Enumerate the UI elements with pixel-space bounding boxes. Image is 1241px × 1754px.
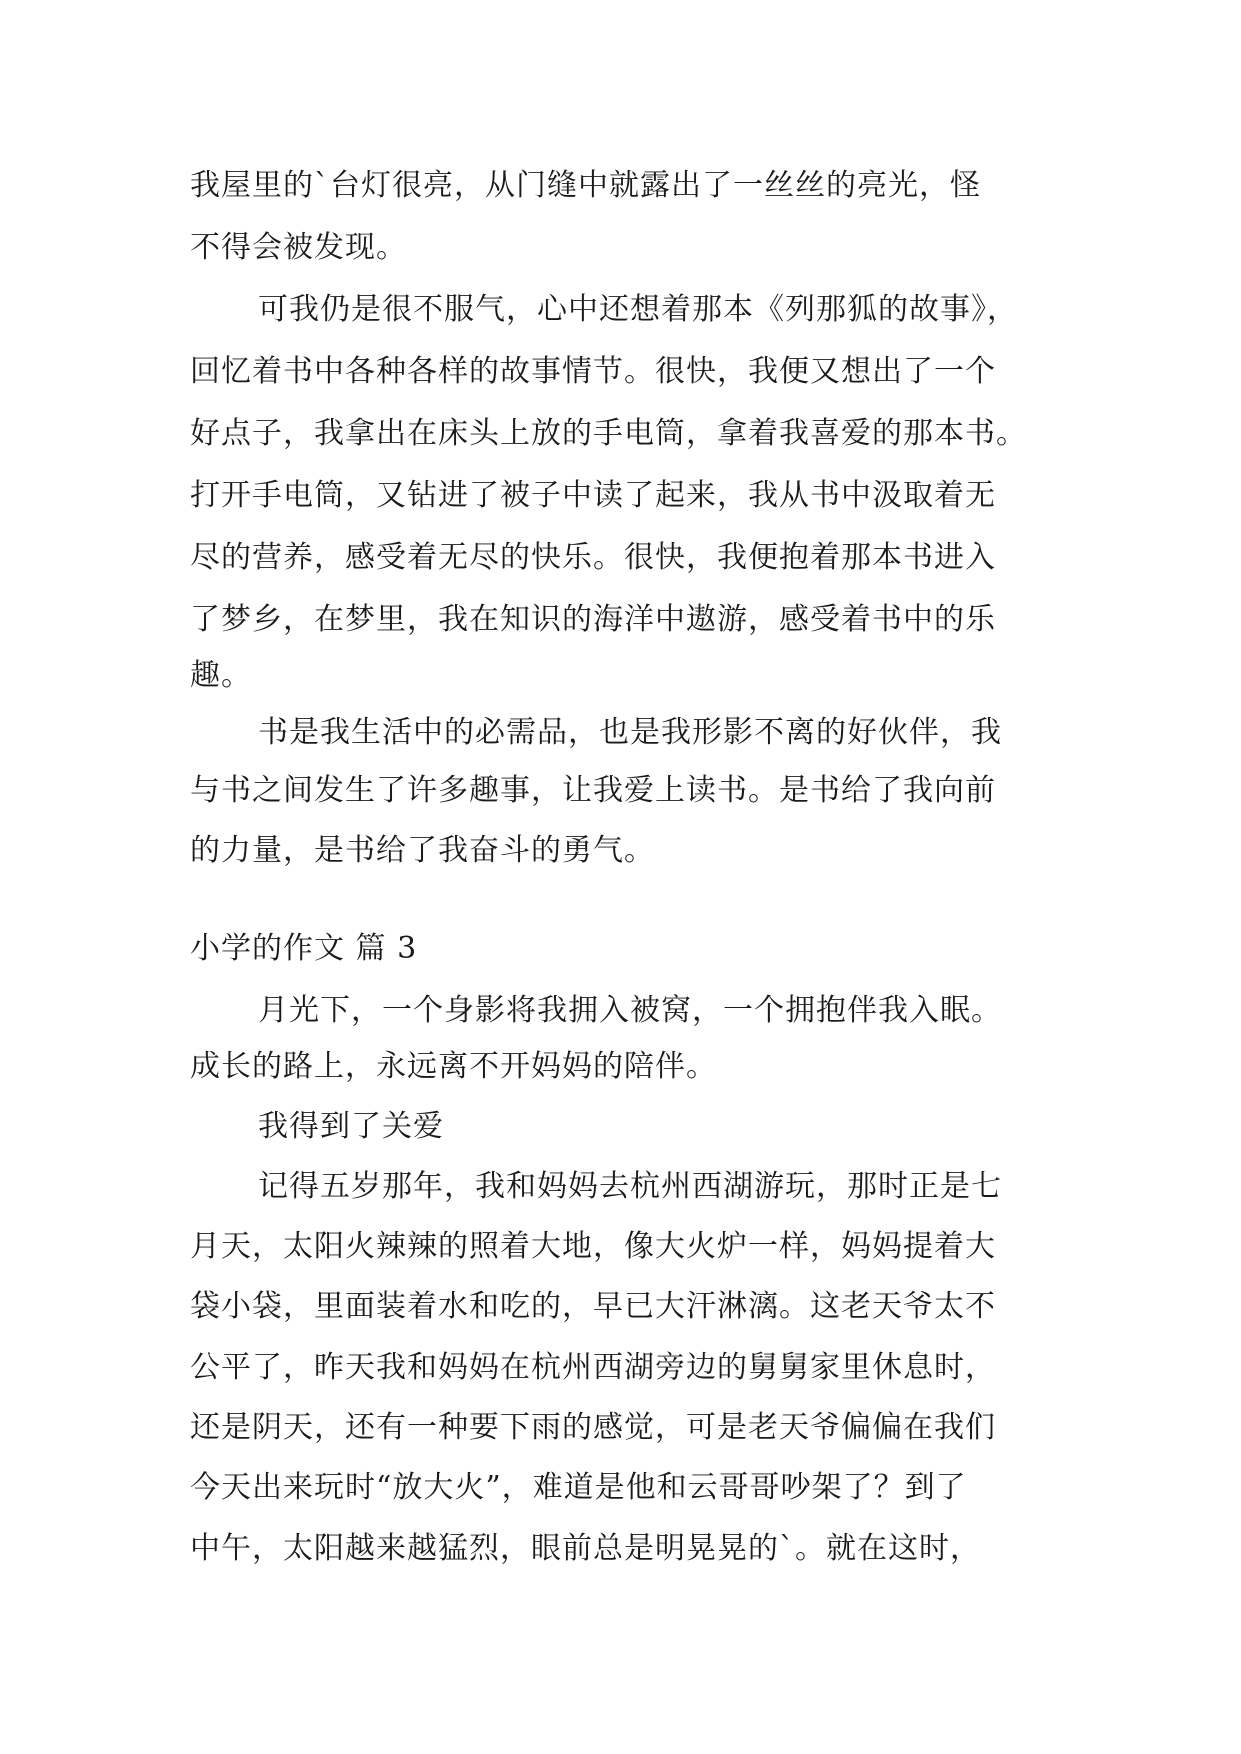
paragraph-line: 好点子，我拿出在床头上放的手电筒，拿着我喜爱的那本书。 (190, 416, 1027, 451)
paragraph-line: 书是我生活中的必需品，也是我形影不离的好伙伴，我 (258, 715, 1002, 750)
paragraph-line: 与书之间发生了许多趣事，让我爱上读书。是书给了我向前 (190, 773, 996, 808)
paragraph-line: 不得会被发现。 (190, 230, 407, 265)
paragraph-line: 我屋里的`台灯很亮，从门缝中就露出了一丝丝的亮光，怪 (190, 168, 981, 203)
paragraph-line: 尽的营养，感受着无尽的快乐。很快，我便抱着那本书进入 (190, 540, 996, 575)
paragraph-line: 趣。 (190, 658, 252, 693)
paragraph-line: 月光下，一个身影将我拥入被窝，一个拥抱伴我入眠。 (258, 993, 1002, 1028)
paragraph-line: 打开手电筒，又钻进了被子中读了起来，我从书中汲取着无 (190, 478, 996, 513)
paragraph-line: 记得五岁那年，我和妈妈去杭州西湖游玩，那时正是七 (258, 1169, 1002, 1204)
paragraph-line: 还是阴天，还有一种要下雨的感觉，可是老天爷偏偏在我们 (190, 1410, 996, 1445)
paragraph-line: 可我仍是很不服气，心中还想着那本《列那狐的故事》， (258, 292, 1018, 327)
paragraph-line: 袋小袋，里面装着水和吃的，早已大汗淋漓。这老天爷太不 (190, 1289, 996, 1324)
paragraph-line: 了梦乡，在梦里，我在知识的海洋中遨游，感受着书中的乐 (190, 602, 996, 637)
section-heading: 小学的作文 篇 3 (190, 931, 418, 966)
paragraph-line: 公平了，昨天我和妈妈在杭州西湖旁边的舅舅家里休息时， (190, 1350, 996, 1385)
paragraph-line: 今天出来玩时“放大火”，难道是他和云哥哥吵架了？到了 (190, 1470, 967, 1505)
paragraph-line: 月天，太阳火辣辣的照着大地，像大火炉一样，妈妈提着大 (190, 1229, 996, 1264)
paragraph-line: 回忆着书中各种各样的故事情节。很快，我便又想出了一个 (190, 354, 996, 389)
paragraph-line: 中午，太阳越来越猛烈，眼前总是明晃晃的`。就在这时， (190, 1531, 981, 1566)
paragraph-line: 的力量，是书给了我奋斗的勇气。 (190, 833, 655, 868)
paragraph-line: 成长的路上，永远离不开妈妈的陪伴。 (190, 1049, 717, 1084)
subheading-line: 我得到了关爱 (258, 1109, 444, 1144)
